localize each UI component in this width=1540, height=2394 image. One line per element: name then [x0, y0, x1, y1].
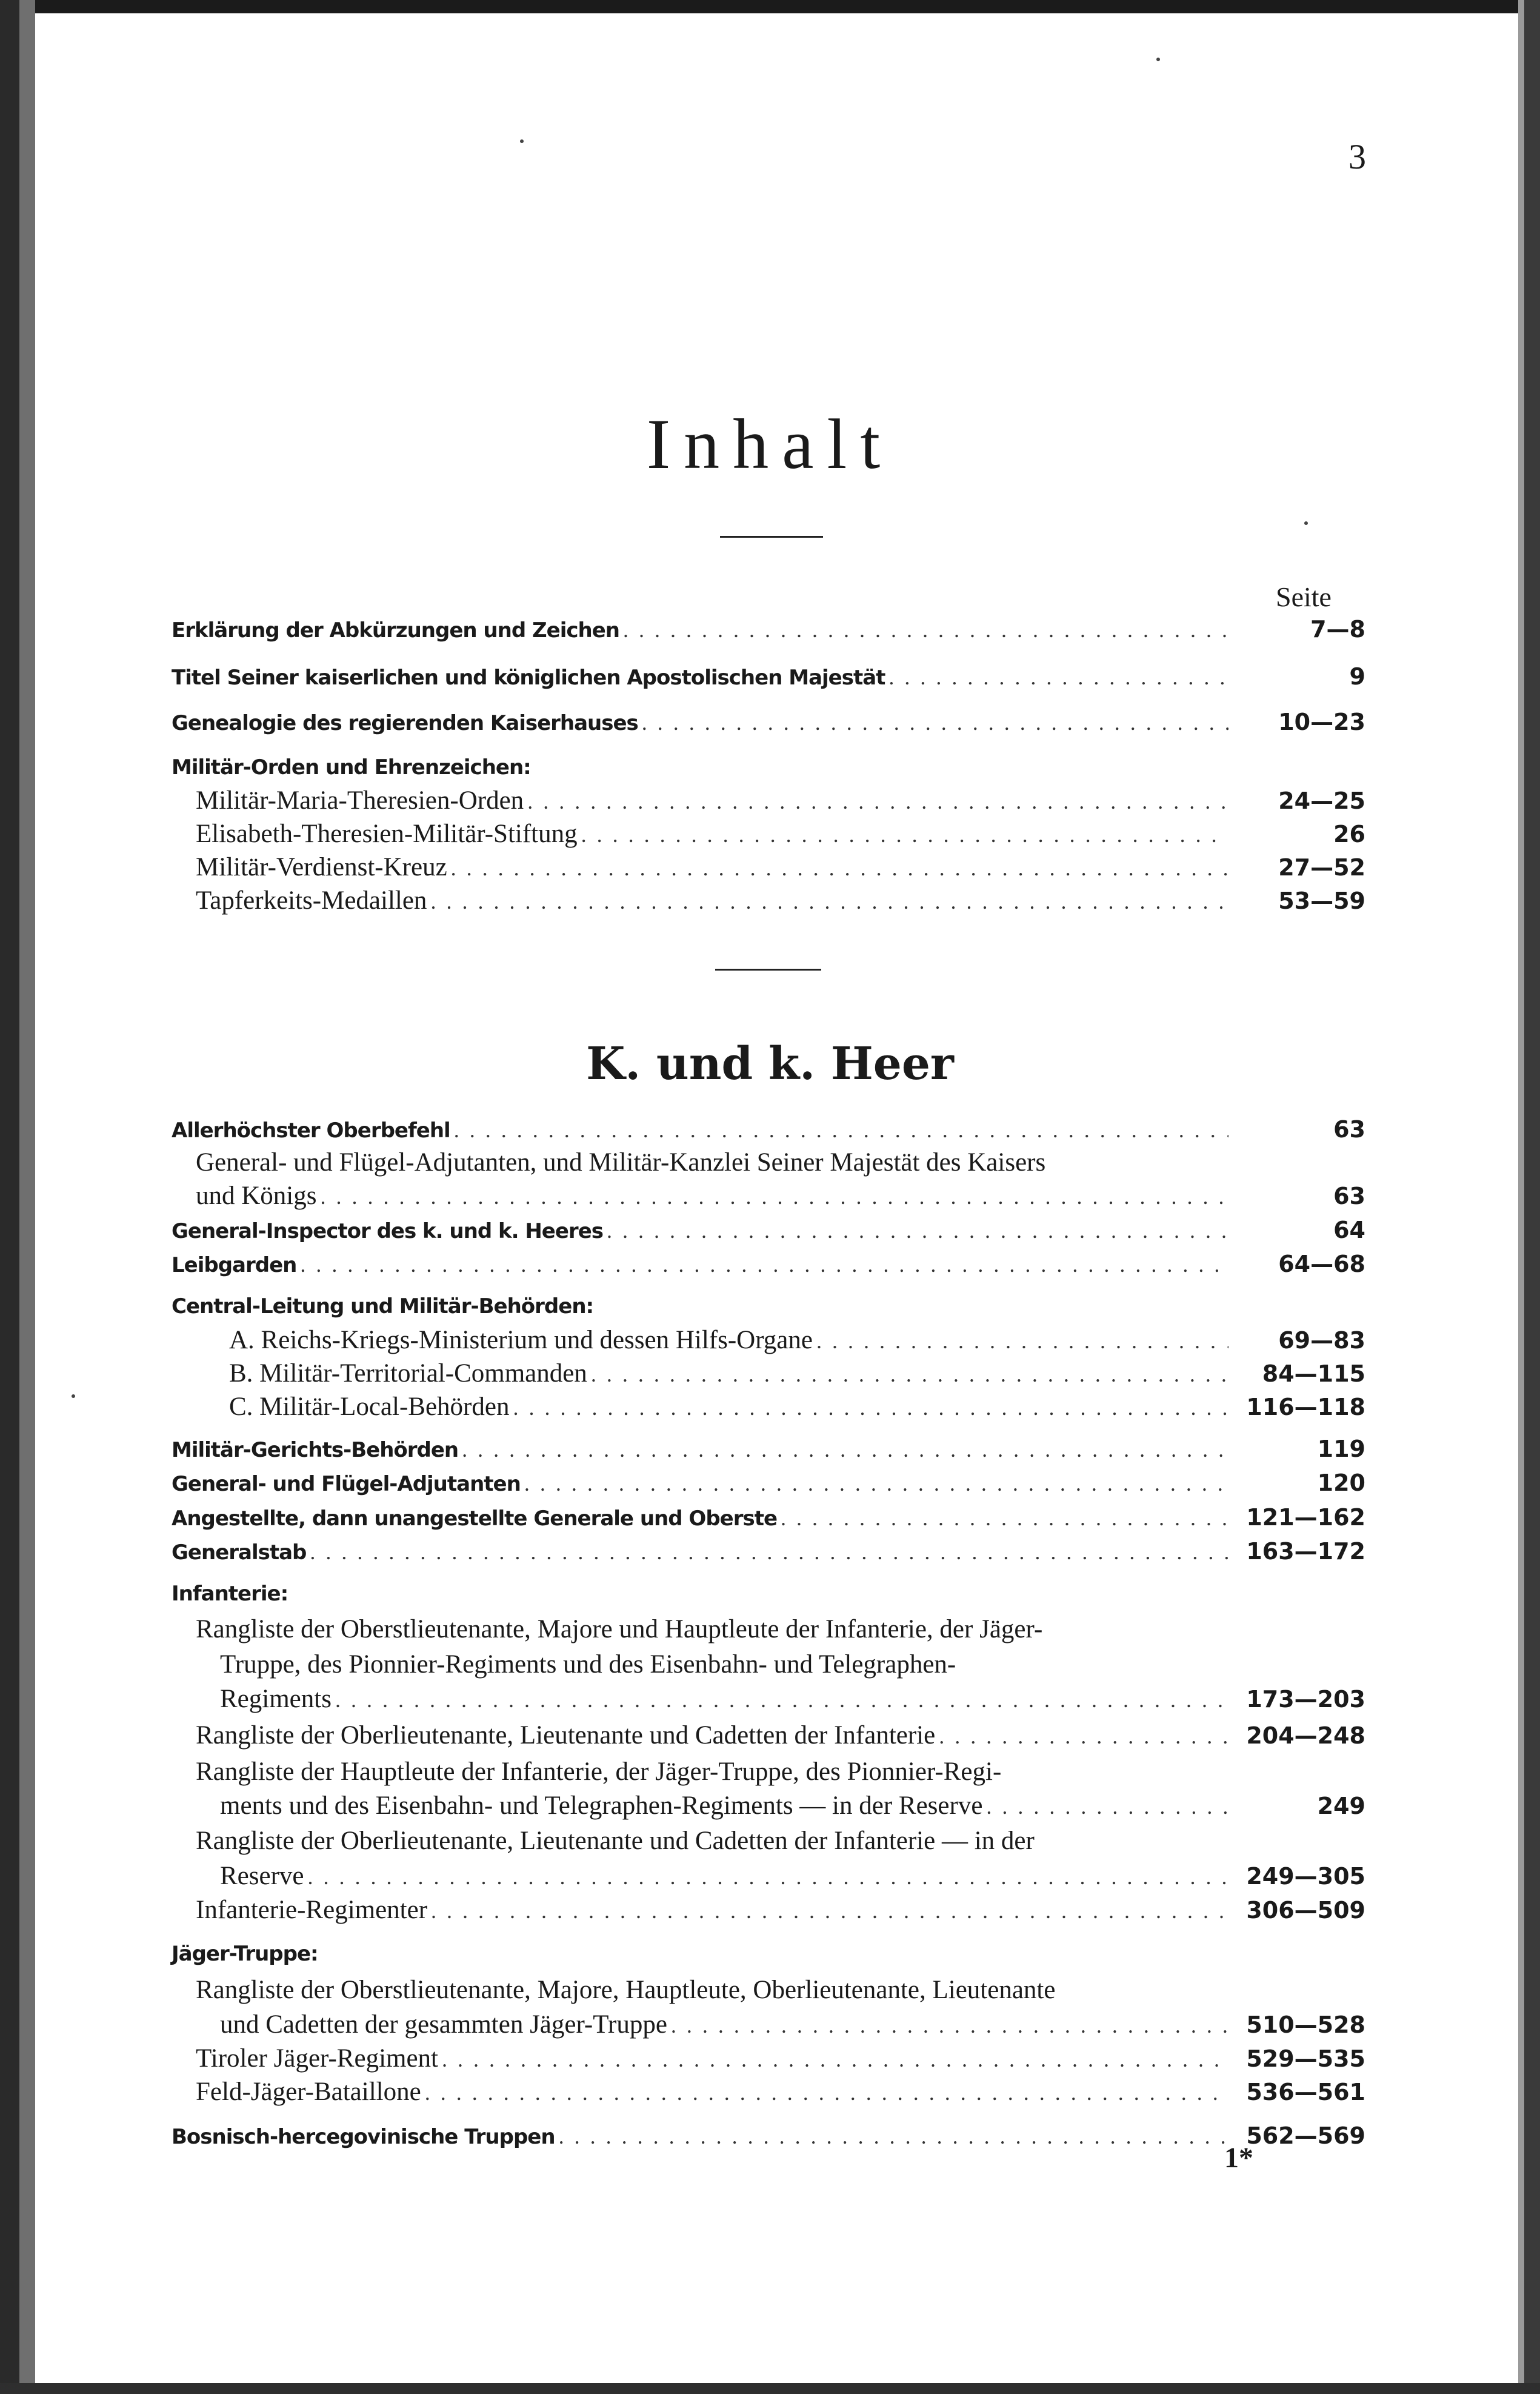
- toc-entry: [196, 851, 1365, 884]
- toc-entry: [172, 705, 1365, 739]
- toc-entry: [172, 612, 1365, 646]
- scan-speck: [72, 1394, 75, 1398]
- toc-entry: [220, 2008, 1365, 2042]
- toc-entry-page: 26: [1333, 821, 1365, 848]
- dot-leader: [986, 1790, 1228, 1824]
- page-number: 3: [1348, 137, 1366, 176]
- dot-leader: [581, 818, 1228, 852]
- dot-leader: [425, 2076, 1228, 2110]
- toc-entry-text: Regiments: [220, 1685, 332, 1713]
- toc-entry-text: General- und Flügel-Adjutanten, und Militär-Kanzlei Seiner Majestät des Kaisers: [196, 1148, 1046, 1177]
- toc-entry: [172, 1247, 1365, 1281]
- dot-leader: [320, 1180, 1228, 1214]
- toc-entry-text: Rangliste der Oberlieutenante, Lieutenante und Cadetten der Infanterie: [196, 1721, 936, 1750]
- toc-entry: [220, 1789, 1365, 1823]
- toc-entry: [172, 1432, 1365, 1466]
- toc-entry-page: 536—561: [1246, 2079, 1365, 2105]
- toc-entry-page: 9: [1349, 663, 1365, 690]
- dot-leader: [524, 1466, 1228, 1500]
- toc-entry: [220, 1682, 1365, 1716]
- toc-entry-text: Generalstab: [172, 1540, 307, 1565]
- toc-entry-page: 7—8: [1310, 616, 1365, 643]
- toc-entry-page: 69—83: [1278, 1327, 1365, 1354]
- toc-entry: [172, 1466, 1365, 1500]
- toc-entry: [229, 1323, 1365, 1357]
- toc-entry-text: Leibgarden: [172, 1253, 297, 1277]
- toc-entry-page: 24—25: [1278, 787, 1365, 814]
- toc-entry-text: Rangliste der Hauptleute der Infanterie, der Jäger-Truppe, des Pionnier-Regi-: [196, 1757, 1002, 1786]
- toc-entry: [196, 1179, 1365, 1213]
- toc-entry-text: Erklärung der Abkürzungen und Zeichen: [172, 618, 620, 643]
- scan-frame-left: [0, 0, 19, 2394]
- page-title: Inhalt: [646, 404, 894, 484]
- toc-entry-text: Militär-Maria-Theresien-Orden: [196, 786, 524, 815]
- toc-entry-page: 529—535: [1246, 2045, 1365, 2072]
- dot-leader: [607, 1214, 1228, 1248]
- toc-entry-page: 84—115: [1262, 1360, 1365, 1387]
- toc-entry-page: 10—23: [1278, 709, 1365, 735]
- dot-leader: [513, 1391, 1228, 1425]
- toc-entry-text: C. Militär-Local-Behörden: [229, 1393, 510, 1421]
- dot-leader: [527, 784, 1228, 818]
- dot-leader: [559, 2119, 1228, 2153]
- toc-entry-text: Tiroler Jäger-Regiment: [196, 2044, 438, 2073]
- dot-leader: [462, 1433, 1228, 1466]
- toc-entry-text: Bosnisch-hercegovinische Truppen: [172, 2125, 555, 2149]
- dot-leader: [335, 1683, 1228, 1717]
- dot-leader: [642, 706, 1228, 740]
- dot-leader: [591, 1357, 1228, 1391]
- toc-entry-page: 120: [1317, 1470, 1365, 1496]
- toc-entry-text: Allerhöchster Oberbefehl: [172, 1118, 450, 1143]
- toc-entry-text: Titel Seiner kaiserlichen und königlichen Apostolischen Majestät: [172, 666, 885, 690]
- toc-entry-page: 64: [1333, 1217, 1365, 1243]
- seite-column-label: Seite: [1276, 581, 1332, 612]
- toc-entry: [229, 1357, 1365, 1391]
- dot-leader: [939, 1719, 1228, 1753]
- toc-entry-page: 204—248: [1246, 1722, 1365, 1749]
- toc-entry: [172, 1500, 1365, 1534]
- dot-leader: [430, 884, 1228, 918]
- dot-leader: [888, 660, 1228, 694]
- toc-entry-text: Genealogie des regierenden Kaiserhauses: [172, 711, 638, 735]
- toc-entry-text: Elisabeth-Theresien-Militär-Stiftung: [196, 820, 578, 848]
- toc-entry-text: Truppe, des Pionnier-Regiments und des Eisenbahn- und Telegraphen-: [220, 1650, 956, 1679]
- toc-entry-page: 116—118: [1246, 1394, 1365, 1420]
- toc-entry-text: und Königs: [196, 1182, 317, 1210]
- toc-entry-text: B. Militär-Territorial-Commanden: [229, 1359, 587, 1388]
- toc-entry: [172, 1213, 1365, 1247]
- toc-entry: [196, 1893, 1365, 1927]
- toc-group-heading: Infanterie:: [172, 1582, 288, 1606]
- toc-group-heading: Central-Leitung und Militär-Behörden:: [172, 1294, 594, 1319]
- toc-group-heading: Jäger-Truppe:: [172, 1942, 318, 1966]
- scan-frame-right-shadow: [1518, 0, 1524, 2394]
- toc-entry-text: A. Reichs-Kriegs-Ministerium und dessen Hilfs-Organe: [229, 1326, 813, 1354]
- scan-frame-left-shadow: [19, 0, 35, 2394]
- toc-entry-page: 306—509: [1246, 1897, 1365, 1924]
- toc-entry: [172, 2119, 1365, 2153]
- toc-entry: [196, 784, 1365, 818]
- dot-leader: [310, 1535, 1228, 1569]
- toc-entry-text: Rangliste der Oberstlieutenante, Majore und Hauptleute der Infanterie, der Jäger-: [196, 1615, 1043, 1643]
- dot-leader: [300, 1248, 1228, 1282]
- dot-leader: [816, 1324, 1228, 1358]
- dot-leader: [671, 2008, 1228, 2042]
- toc-entry-text: Reserve: [220, 1862, 304, 1890]
- title-divider: [720, 536, 823, 538]
- toc-entry-text: Angestellte, dann unangestellte Generale und Oberste: [172, 1506, 778, 1531]
- toc-entry: [172, 1112, 1365, 1146]
- toc-entry-text: und Cadetten der gesammten Jäger-Truppe: [220, 2010, 667, 2039]
- dot-leader: [454, 1113, 1228, 1147]
- toc-entry-page: 64—68: [1278, 1251, 1365, 1277]
- toc-entry: [172, 660, 1365, 694]
- toc-group-heading: Militär-Orden und Ehrenzeichen:: [172, 755, 531, 780]
- toc-entry-text: Militär-Verdienst-Kreuz: [196, 853, 447, 881]
- toc-entry-page: 119: [1317, 1436, 1365, 1462]
- toc-entry-page: 53—59: [1278, 888, 1365, 914]
- toc-entry-text: General-Inspector des k. und k. Heeres: [172, 1219, 603, 1243]
- toc-entry-page: 562—569: [1246, 2122, 1365, 2149]
- toc-entry-text: Militär-Gerichts-Behörden: [172, 1438, 459, 1462]
- scan-speck: [1304, 521, 1308, 525]
- toc-entry: [196, 2075, 1365, 2109]
- scan-frame-bottom: [0, 2383, 1540, 2394]
- toc-entry-page: 121—162: [1246, 1504, 1365, 1531]
- toc-entry-text: Feld-Jäger-Bataillone: [196, 2078, 421, 2106]
- dot-leader: [442, 2042, 1228, 2076]
- toc-entry-page: 510—528: [1246, 2011, 1365, 2038]
- toc-entry: [172, 1534, 1365, 1568]
- toc-entry-page: 63: [1333, 1116, 1365, 1143]
- toc-entry-text: General- und Flügel-Adjutanten: [172, 1472, 521, 1496]
- scan-speck: [1156, 58, 1160, 61]
- toc-entry: [196, 884, 1365, 918]
- toc-entry: [196, 2042, 1365, 2076]
- section-heading: K. und k. Heer: [586, 1038, 954, 1090]
- toc-entry-page: 63: [1333, 1183, 1365, 1209]
- scan-frame-top: [0, 0, 1540, 13]
- dot-leader: [623, 613, 1228, 647]
- toc-entry: [196, 1719, 1365, 1753]
- toc-entry-text: Rangliste der Oberstlieutenante, Majore, Hauptleute, Oberlieutenante, Lieutenante: [196, 1976, 1056, 2004]
- toc-entry-text: Rangliste der Oberlieutenante, Lieutenante und Cadetten der Infanterie — in der: [196, 1827, 1035, 1855]
- toc-entry-text: Infanterie-Regimenter: [196, 1896, 428, 1924]
- signature-mark: 1*: [1224, 2142, 1253, 2174]
- toc-entry-page: 27—52: [1278, 854, 1365, 881]
- toc-entry-text: Tapferkeits-Medaillen: [196, 886, 427, 915]
- dot-leader: [431, 1894, 1228, 1928]
- toc-entry: [229, 1390, 1365, 1424]
- toc-entry-page: 249—305: [1246, 1863, 1365, 1890]
- dot-leader: [451, 851, 1228, 885]
- scan-frame-right: [1524, 0, 1540, 2394]
- toc-entry: [196, 817, 1365, 851]
- toc-entry-page: 173—203: [1246, 1686, 1365, 1713]
- toc-entry-page: 163—172: [1246, 1538, 1365, 1565]
- scan-speck: [520, 139, 524, 143]
- toc-entry-page: 249: [1317, 1793, 1365, 1819]
- dot-leader: [308, 1860, 1229, 1894]
- dot-leader: [781, 1501, 1228, 1535]
- section-divider: [715, 969, 821, 971]
- toc-entry-text: ments und des Eisenbahn- und Telegraphen-Regiments — in der Reserve: [220, 1791, 983, 1820]
- toc-entry: [220, 1859, 1365, 1893]
